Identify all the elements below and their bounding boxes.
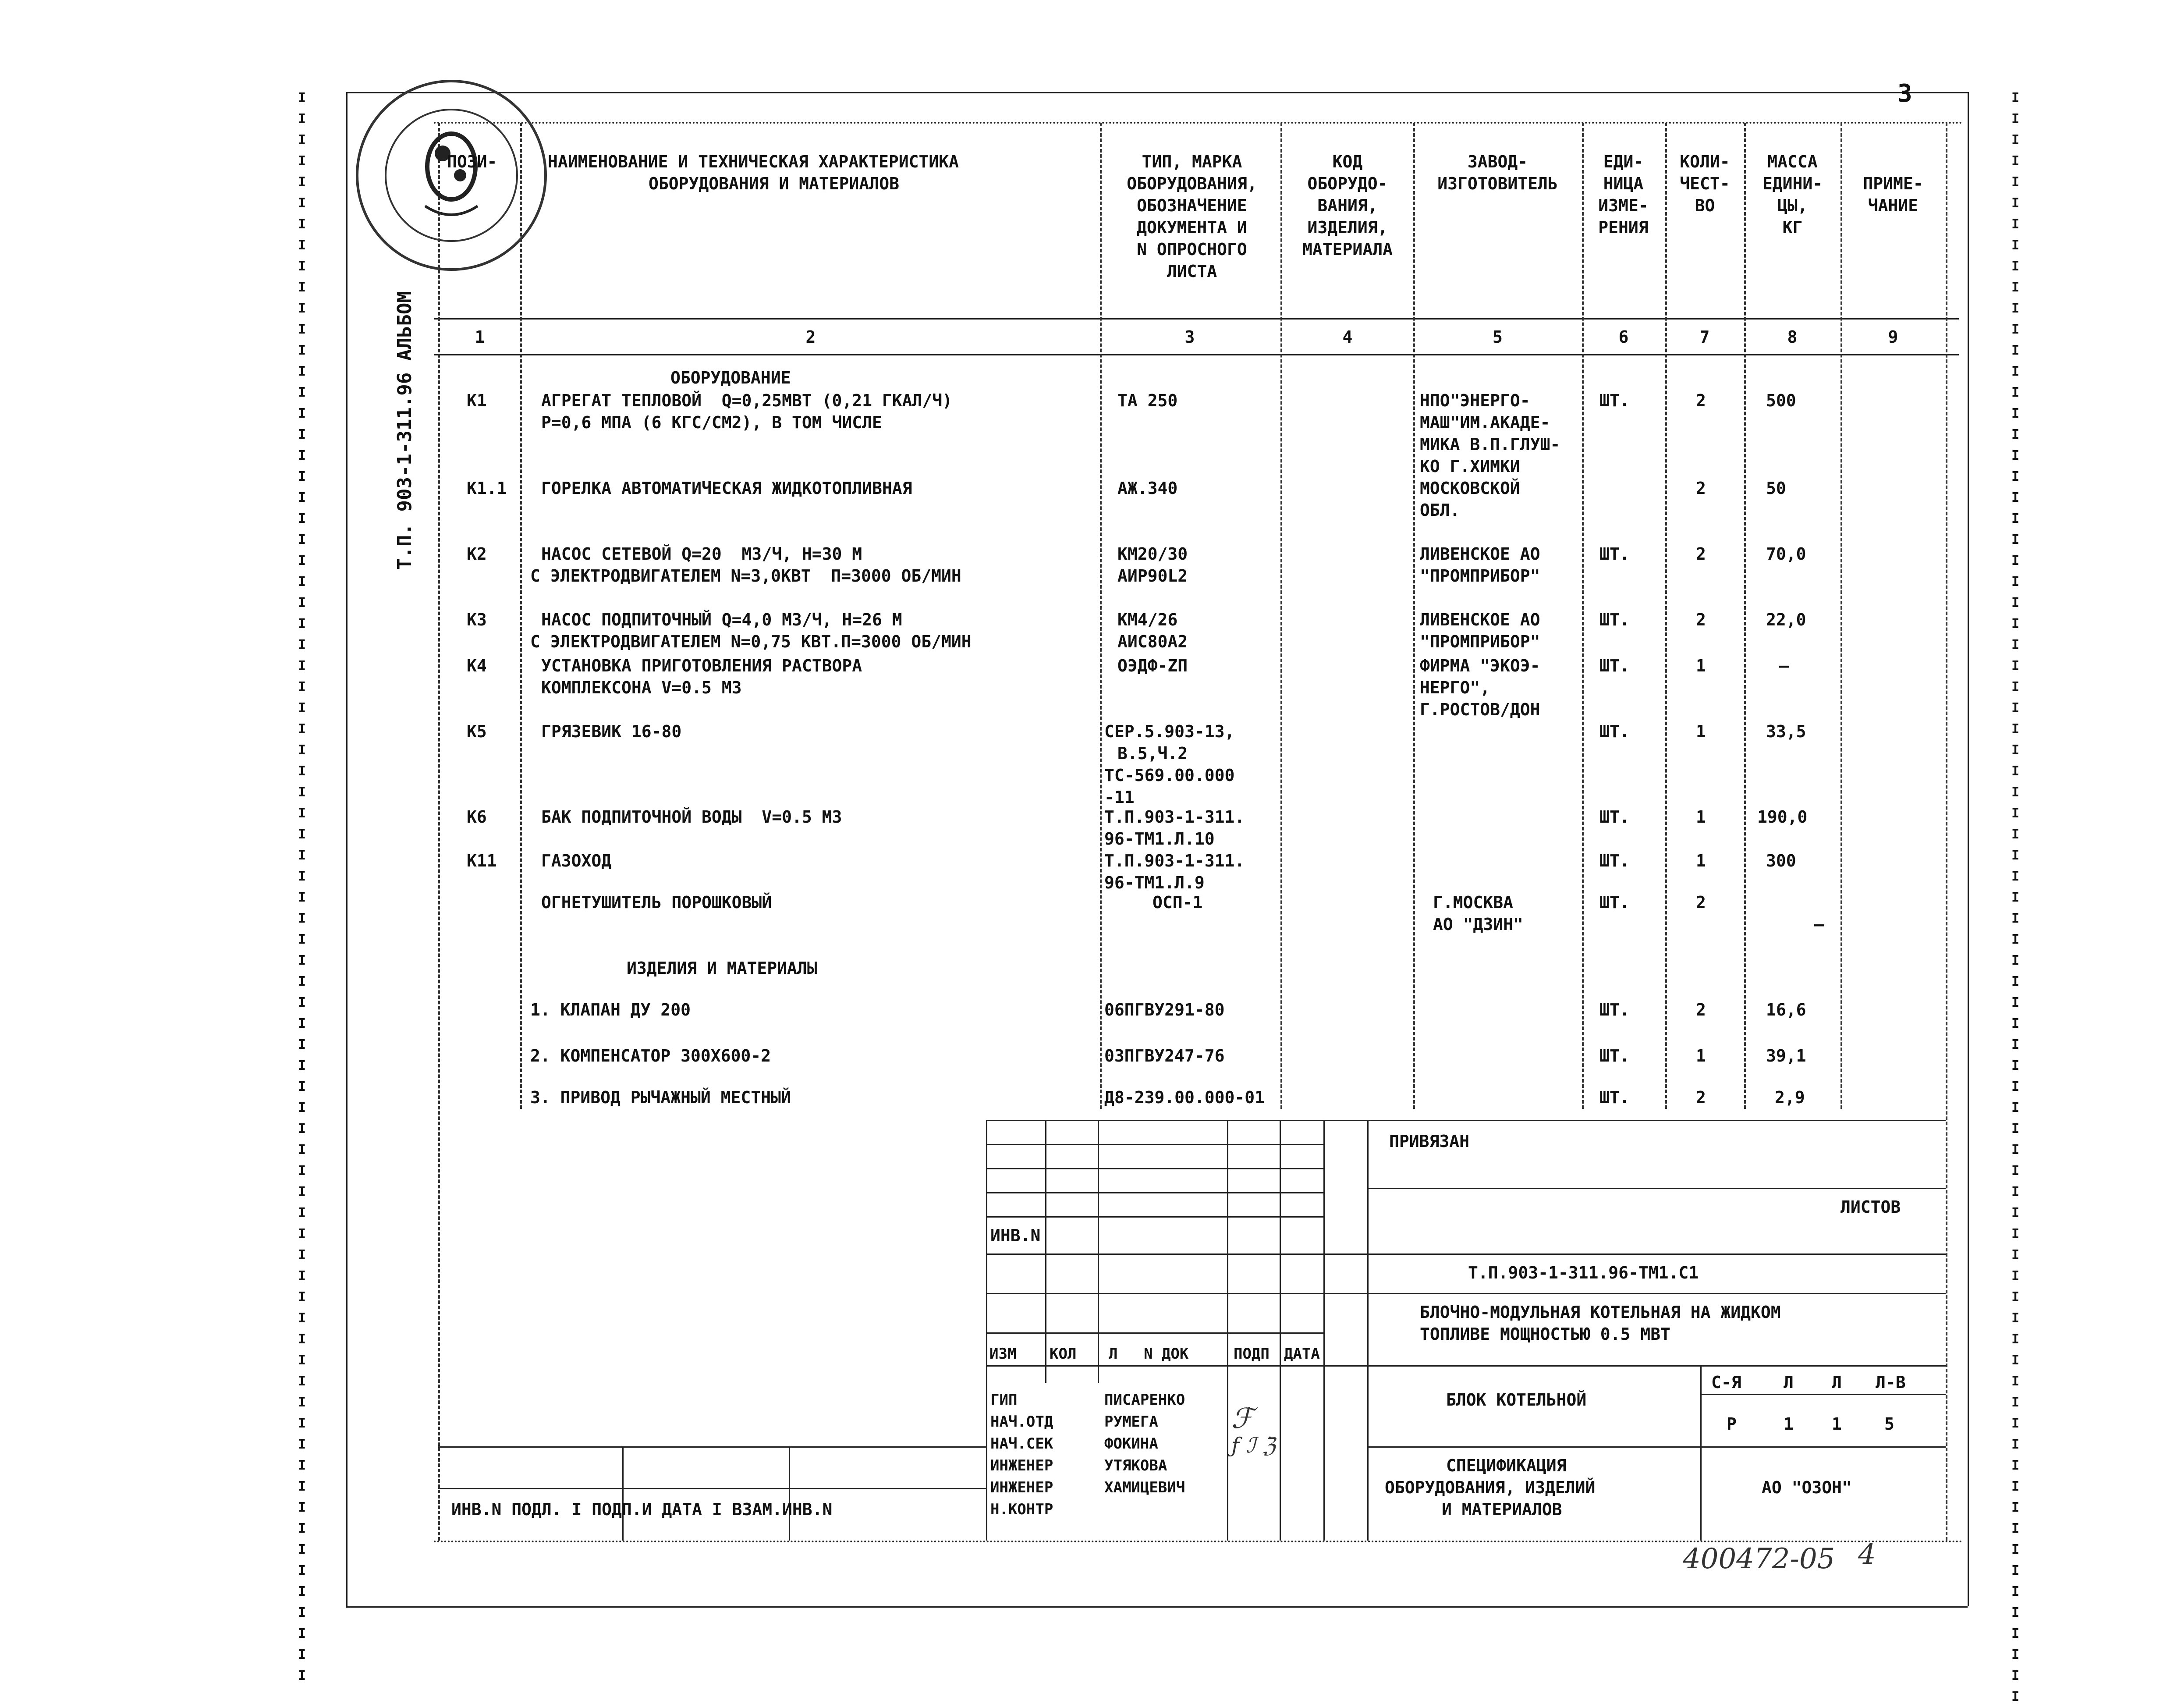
frame-right-line: [1968, 92, 1969, 1606]
handwritten-sheet-number: 4: [1858, 1538, 1876, 1571]
signature-marks: ℱ: [1231, 1403, 1254, 1435]
spec-title-line3: И МАТЕРИАЛОВ: [1442, 1500, 1562, 1519]
col-sep-2: [1100, 123, 1102, 1109]
hdr-col2-line2: ОБОРУДОВАНИЯ И МАТЕРИАЛОВ: [649, 174, 899, 193]
left-edge-marks: I I I I I I I I I I I I I I I I I I I I I I I I I I I I I I I I I I I I I I I I I I I I I I I I I I I I I I I I I I I I I I I I I I I I I I I I I I I I: [298, 90, 306, 1683]
inv-no-label: ИНВ.N: [990, 1226, 1041, 1245]
hdr-col1: ПОЗИ-: [447, 152, 497, 171]
col-sep-4: [1413, 123, 1415, 1109]
frame-top-line: [346, 92, 1968, 93]
frame-bottom-line: [346, 1606, 1968, 1608]
drawing-sheet: I I I I I I I I I I I I I I I I I I I I I I I I I I I I I I I I I I I I I I I I I I I I I I I I I I I I I I I I I I I I I I I I I I I I I I I I I I I I I I I I I I I I I I I I I I I I I I I I I I I I I I I I I I I I I I I I I I I I I I I I I I I I I I I I I I I I I I I I I I I I I I I I I I I I I I I I I 3 Т.П. 903-1-311.96 АЛЬБОМ ПОЗИ- НАИМЕНОВАНИЕ И ТЕХНИЧЕСКАЯ ХАРАКТЕРИСТИКА ОБОРУДОВАНИЯ И МАТЕРИАЛОВ ТИП, МАРКА ОБОРУДОВАНИЯ, ОБОЗНАЧЕНИЕ ДОКУМЕНТА И N ОПРОСНОГО ЛИСТА КОД ОБОРУДО- ВАНИЯ, ИЗДЕЛИЯ, МАТЕРИАЛА ЗАВОД- ИЗГОТОВИТЕЛЬ ЕДИ- НИЦА ИЗМЕ- РЕНИЯ КОЛИ- ЧЕСТ- ВО МАССА ЕДИНИ- ЦЫ, КГ ПРИМЕ- ЧАНИЕ 1 2 3 4 5 6 7 8 9 ОБОРУДОВАНИЕ К1 АГРЕГАТ ТЕПЛОВОЙ Q=0,25МВТ (0,21 ГКАЛ/Ч) Р=0,6 МПА (6 КГС/СМ2), В ТОМ ЧИСЛЕ ТА 250 НПО"ЭНЕРГО- МАШ"ИМ.АКАДЕ- МИКА В.П.ГЛУШ- КО Г.ХИМКИ МОСКОВСКОЙ ОБЛ. ШТ. 2 500 К1.1 ГОРЕЛКА АВТОМАТИЧЕСКАЯ ЖИДКОТОПЛИВНАЯ АЖ.340 2 50 К2 НАСОС СЕТЕВОЙ Q=20 М3/Ч, Н=30 М С ЭЛЕКТРОДВИГАТЕЛЕМ N=3,0КВТ П=3000 ОБ/МИН КМ20/30 АИР90L2 ЛИВЕНСКОЕ АО "ПРОМПРИБОР" ШТ. 2 70,0 К3 НАСОС ПОДПИТОЧНЫЙ Q=4,0 М3/Ч, Н=26 М С ЭЛЕКТРОДВИГАТЕЛЕМ N=0,75 КВТ.П=3000 ОБ/МИН КМ4/26 АИС80А2 ЛИВЕНСКОЕ АО "ПРОМПРИБОР" ШТ. 2 22,0 К4 УСТАНОВКА ПРИГОТОВЛЕНИЯ РАСТВОРА КОМПЛЕКСОНА V=0.5 М3 ОЭДФ-ZП ФИРМА "ЭКОЭ- НЕРГО", Г.РОСТОВ/ДОН ШТ. 1 – К5 ГРЯЗЕВИК 16-80 СЕР.5.903-13, В.5,Ч.2 ТС-569.00.000 -11 ШТ. 1 33,5 К6 БАК ПОДПИТОЧНОЙ ВОДЫ V=0.5 М3 Т.П.903-1-311. 96-ТМ1.Л.10 ШТ. 1 190,0 К11 ГАЗОХОД Т.П.903-1-311. 96-ТМ1.Л.9 ШТ. 1 300 ОГНЕТУШИТЕЛЬ ПОРОШКОВЫЙ ОСП-1 Г.МОСКВА АО "ДЗИН" ШТ. 2 – ИЗДЕЛИЯ И МАТЕРИАЛЫ 1. КЛАПАН ДУ 200 06ПГВУ291-80 ШТ. 2 16,6 2. КОМПЕНСАТОР 300Х600-2 03ПГВУ247-76 ШТ. 1 39,1 3. ПРИВОД РЫЧАЖНЫЙ МЕСТНЫЙ Д8-239.00.000-01 ШТ. 2 2,9 ПРИВЯЗАН ЛИСТОВ ИНВ.N Т.П.903-1-311.96-ТМ1.С1 БЛОЧНО-МОДУЛЬНАЯ КОТЕЛЬНАЯ НА ЖИДКОМ ТОПЛИВЕ МОЩНОСТЬЮ 0.5 МВТ ИЗМ КОЛ Л N ДОК ПОДП ДАТА ГИП ПИСАРЕНКО НАЧ.ОТД РУМЕГА НАЧ.СЕК ФОКИНА ИНЖЕНЕР УТЯКОВА ИНЖЕНЕР ХАМИЦЕВИЧ Н.КОНТР ℱ ƒ ℐ ℨ БЛОК КОТЕЛЬНОЙ С-Я Л Л Л-В Р 1 1 5 СПЕЦИФИКАЦИЯ ОБОРУДОВАНИЯ, ИЗДЕЛИЙ И МАТЕРИАЛОВ АО "ОЗОН" ИНВ.N ПОДЛ. I ПОДП.И ДАТА I ВЗАМ.ИНВ.N 400472-05 4: [0, 0, 2181, 1708]
header-top-border: [434, 122, 1963, 124]
spec-title-line1: СПЕЦИФИКАЦИЯ: [1446, 1456, 1567, 1475]
col-sep-5: [1582, 123, 1584, 1109]
frame-right-star-line: [1946, 123, 1947, 1541]
col-sep-6: [1665, 123, 1667, 1109]
handwritten-archive-code: 400472-05: [1683, 1543, 1835, 1575]
project-title-line1: БЛОЧНО-МОДУЛЬНАЯ КОТЕЛЬНАЯ НА ЖИДКОМ: [1420, 1303, 1781, 1322]
signature-marks-2: ƒ ℐ ℨ: [1231, 1433, 1276, 1458]
hdr-col2-line1: НАИМЕНОВАНИЕ И ТЕХНИЧЕСКАЯ ХАРАКТЕРИСТИКА: [548, 152, 959, 171]
page-number: 3: [1897, 79, 1912, 108]
col-sep-8: [1841, 123, 1842, 1109]
listov-label: ЛИСТОВ: [1841, 1197, 1901, 1217]
frame-left-star-line: [438, 123, 440, 1541]
header-bottom-line: [434, 318, 1959, 320]
company-name: АО "ОЗОН": [1762, 1478, 1852, 1497]
privyazan-label: ПРИВЯЗАН: [1389, 1132, 1470, 1151]
round-seal-stamp: [351, 75, 552, 276]
spec-title-line2: ОБОРУДОВАНИЯ, ИЗДЕЛИЙ: [1385, 1478, 1596, 1497]
block-name: БЛОК КОТЕЛЬНОЙ: [1446, 1390, 1587, 1410]
frame-bottom-border: [434, 1541, 1963, 1542]
section-equipment: ОБОРУДОВАНИЕ: [670, 368, 791, 387]
album-label: Т.П. 903-1-311.96 АЛЬБОМ: [394, 291, 416, 570]
colnum-bottom-line: [434, 354, 1959, 355]
section-materials: ИЗДЕЛИЯ И МАТЕРИАЛЫ: [627, 959, 817, 978]
col-sep-3: [1280, 123, 1282, 1109]
left-footer-labels: ИНВ.N ПОДЛ. I ПОДП.И ДАТА I ВЗАМ.ИНВ.N: [451, 1500, 833, 1519]
frame-left-line: [346, 92, 348, 1606]
col-sep-7: [1744, 123, 1746, 1109]
right-edge-marks: I I I I I I I I I I I I I I I I I I I I I I I I I I I I I I I I I I I I I I I I I I I I I I I I I I I I I I I I I I I I I I I I I I I I I I I I I I I I I: [2011, 90, 2020, 1704]
project-title-line2: ТОПЛИВЕ МОЩНОСТЬЮ 0.5 МВТ: [1420, 1324, 1670, 1344]
doc-code: Т.П.903-1-311.96-ТМ1.С1: [1468, 1263, 1699, 1282]
